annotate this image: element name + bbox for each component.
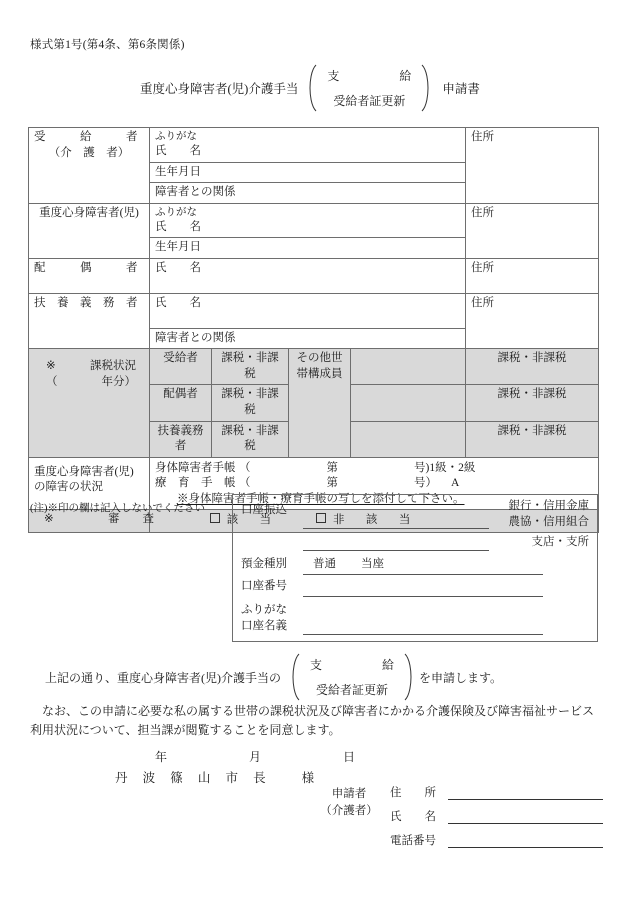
tax-row-value-supporter[interactable]: 課税・非課税	[212, 421, 289, 457]
label-ryoiku-handbook: 療 育 手 帳	[155, 477, 236, 490]
tax-other-name-1[interactable]	[351, 349, 466, 385]
disability-attachment-note: ※身体障害者手帳・療育手帳の写しを添付して下さい。	[177, 492, 465, 505]
tax-row-who-spouse: 配偶者	[150, 385, 212, 421]
label-recipient-line2: （介 護 者）	[48, 146, 130, 159]
ryoiku-paren-open: （	[239, 477, 251, 490]
checkbox-not-applicable-label: 非 該 当	[332, 514, 416, 527]
applicant-label-line2: （介護者）	[320, 805, 378, 818]
field-disabled-furigana: ふりがな	[155, 206, 197, 218]
field-recipient-relation[interactable]	[150, 183, 466, 204]
tax-other-name-3[interactable]	[351, 421, 466, 457]
brace-right-icon	[421, 64, 430, 112]
declaration-brace-group	[291, 653, 413, 701]
field-supporter-address[interactable]	[466, 293, 599, 349]
application-table	[28, 127, 599, 533]
field-disabled-name[interactable]	[150, 203, 466, 238]
applicant-phone-label: 電話番号	[390, 835, 436, 847]
ryoiku-go: 号）	[414, 477, 437, 490]
applicant-name-input[interactable]	[448, 810, 603, 824]
applicant-label	[318, 786, 380, 821]
declaration-option-shikyu: 支 給	[310, 658, 395, 672]
declaration-brace-right-icon	[404, 653, 413, 701]
label-other-household-members: その他世帯構成員	[289, 349, 351, 457]
examination-mark: ※	[44, 513, 54, 526]
field-supporter-name[interactable]	[150, 293, 466, 328]
declaration-suffix: を申請します。	[419, 670, 503, 685]
ryoiku-grade[interactable]: A	[451, 477, 460, 490]
field-supporter-relation[interactable]	[150, 328, 466, 349]
field-recipient-birthdate[interactable]	[150, 162, 466, 183]
tax-status-label: 課税状況	[90, 360, 136, 373]
declaration-line-1	[45, 652, 590, 702]
declaration-line-2: なお、この申請に必要な私の属する世帯の課税状況及び障害者にかかる介護保険及び障害福祉サービス利用状況について、担当課が閲覧することを同意します。	[30, 704, 595, 737]
tax-other-value-3[interactable]: 課税・非課税	[466, 421, 599, 457]
label-spouse-text: 配 偶 者	[34, 261, 138, 274]
disability-row-ryoiku	[155, 476, 593, 492]
field-disabled-birthdate[interactable]	[150, 238, 466, 259]
field-disabled-name-label: 氏 名	[155, 220, 201, 233]
table-row-disabled-name	[29, 203, 599, 238]
label-disability-status-line1: 重度心身障害者(児)	[34, 465, 134, 478]
field-disabled-address[interactable]	[466, 203, 599, 258]
table-row-recipient-name	[29, 128, 599, 163]
applicant-phone-row	[390, 832, 603, 848]
field-recipient-name-label: 氏 名	[155, 145, 201, 158]
deposit-option-futsu[interactable]: 普通	[313, 558, 336, 570]
field-spouse-name[interactable]	[150, 258, 466, 293]
label-recipient-line1: 受 給 者	[34, 131, 138, 143]
label-recipient-address: 住所	[471, 131, 494, 143]
field-recipient-name[interactable]	[150, 128, 466, 163]
label-disabled-person: 重度心身障害者(児)	[29, 203, 150, 258]
applicant-address-label: 住 所	[390, 787, 436, 799]
title-option-koshin: 受給者証更新	[333, 94, 406, 108]
applicant-name-row	[390, 808, 603, 824]
field-recipient-address[interactable]	[466, 128, 599, 204]
addressee-line	[115, 768, 314, 786]
branch-name-input[interactable]	[303, 549, 489, 551]
table-row-supporter-name	[29, 293, 599, 328]
label-supporter-address: 住所	[471, 296, 494, 309]
label-spouse	[29, 258, 150, 293]
label-tax-status	[29, 349, 150, 457]
date-year-label: 年	[155, 750, 168, 764]
brace-left-icon	[308, 64, 317, 112]
physical-dai: 第	[326, 461, 338, 474]
label-disability-status-line2: の障害の状況	[34, 481, 103, 494]
checkbox-applicable-icon[interactable]	[210, 513, 220, 523]
table-row-tax-1	[29, 349, 599, 385]
label-supporter-name: 氏 名	[155, 296, 201, 309]
applicant-address-row	[390, 784, 603, 800]
deposit-type-input[interactable]	[303, 573, 543, 575]
physical-grade[interactable]: 1級・2級	[429, 461, 476, 474]
tax-status-mark: ※	[46, 360, 56, 373]
declaration-option-koshin: 受給者証更新	[316, 683, 389, 697]
tax-other-value-2[interactable]: 課税・非課税	[466, 385, 599, 421]
label-physical-handbook: 身体障害者手帳	[155, 461, 236, 474]
label-account-name: 口座名義	[241, 620, 287, 632]
applicant-label-line1: 申請者	[331, 788, 367, 800]
tax-row-who-supporter: 扶養義務者	[150, 421, 212, 457]
account-number-input[interactable]	[303, 595, 543, 597]
form-title	[140, 62, 560, 114]
form-note: (注)※印の欄は記入しないでください	[30, 503, 205, 514]
label-account-furigana: ふりがな	[241, 604, 287, 616]
declaration-prefix: 上記の通り、重度心身障害者(児)介護手当の	[45, 670, 281, 685]
addressee-mayor: 丹 波 篠 山 市 長	[115, 771, 272, 785]
tax-row-value-spouse[interactable]: 課税・非課税	[212, 385, 289, 421]
label-account-number: 口座番号	[241, 580, 287, 592]
date-day-label: 日	[342, 750, 355, 764]
tax-status-year-prefix: （	[46, 375, 58, 388]
physical-go: 号)	[414, 461, 430, 474]
tax-status-year-suffix: 年分）	[101, 375, 136, 388]
tax-row-value-recipient[interactable]: 課税・非課税	[212, 349, 289, 385]
label-disabled-birthdate: 生年月日	[155, 241, 201, 254]
tax-other-value-1[interactable]: 課税・非課税	[466, 349, 599, 385]
ryoiku-dai: 第	[326, 477, 338, 490]
field-recipient-furigana: ふりがな	[155, 131, 197, 142]
date-month-label: 月	[248, 750, 261, 764]
table-row-spouse	[29, 258, 599, 293]
date-line[interactable]	[155, 748, 355, 765]
label-recipient	[29, 128, 150, 204]
label-supporter-relation: 障害者との関係	[155, 331, 236, 344]
deposit-option-toza[interactable]: 当座	[361, 558, 384, 570]
addressee-honorific: 様	[301, 771, 315, 785]
label-supporter-text: 扶 養 義 務 者	[34, 296, 138, 309]
account-name-input[interactable]	[303, 633, 543, 635]
label-disabled-address: 住所	[471, 206, 494, 219]
bank-transfer-box	[232, 494, 598, 642]
checkbox-applicable-label: 該 当	[226, 514, 277, 527]
label-deposit-type: 預金種別	[241, 558, 287, 570]
form-title-main: 重度心身障害者(児)介護手当	[140, 82, 299, 96]
physical-paren-open: （	[239, 461, 251, 474]
bank-types-line1: 銀行・信用金庫	[508, 500, 589, 512]
field-spouse-address[interactable]	[466, 258, 599, 293]
applicant-name-label: 氏 名	[390, 811, 436, 823]
label-recipient-relation: 障害者との関係	[155, 186, 236, 199]
disability-row-physical	[155, 461, 593, 477]
label-bank-transfer: 口座振込	[241, 504, 287, 516]
declaration-brace-left-icon	[291, 653, 300, 701]
bank-types-line2: 農協・信用組合	[508, 515, 589, 528]
bank-name-input[interactable]	[303, 527, 489, 529]
tax-other-name-2[interactable]	[351, 385, 466, 421]
applicant-block	[318, 784, 603, 856]
applicant-phone-input[interactable]	[448, 834, 603, 848]
title-brace-group	[308, 64, 430, 112]
label-spouse-address: 住所	[471, 261, 494, 274]
bank-types	[509, 499, 590, 530]
examination-label: 審 査	[108, 513, 154, 526]
label-spouse-name: 氏 名	[155, 261, 201, 274]
label-recipient-birthdate: 生年月日	[155, 165, 201, 178]
tax-row-who-recipient: 受給者	[150, 349, 212, 385]
branch-types: 支店・支所	[531, 536, 589, 548]
label-supporter	[29, 293, 150, 349]
form-number: 様式第1号(第4条、第6条関係)	[30, 39, 185, 51]
form-title-tail: 申請書	[442, 82, 480, 96]
title-option-shikyu: 支 給	[327, 69, 412, 83]
applicant-address-input[interactable]	[448, 786, 603, 800]
